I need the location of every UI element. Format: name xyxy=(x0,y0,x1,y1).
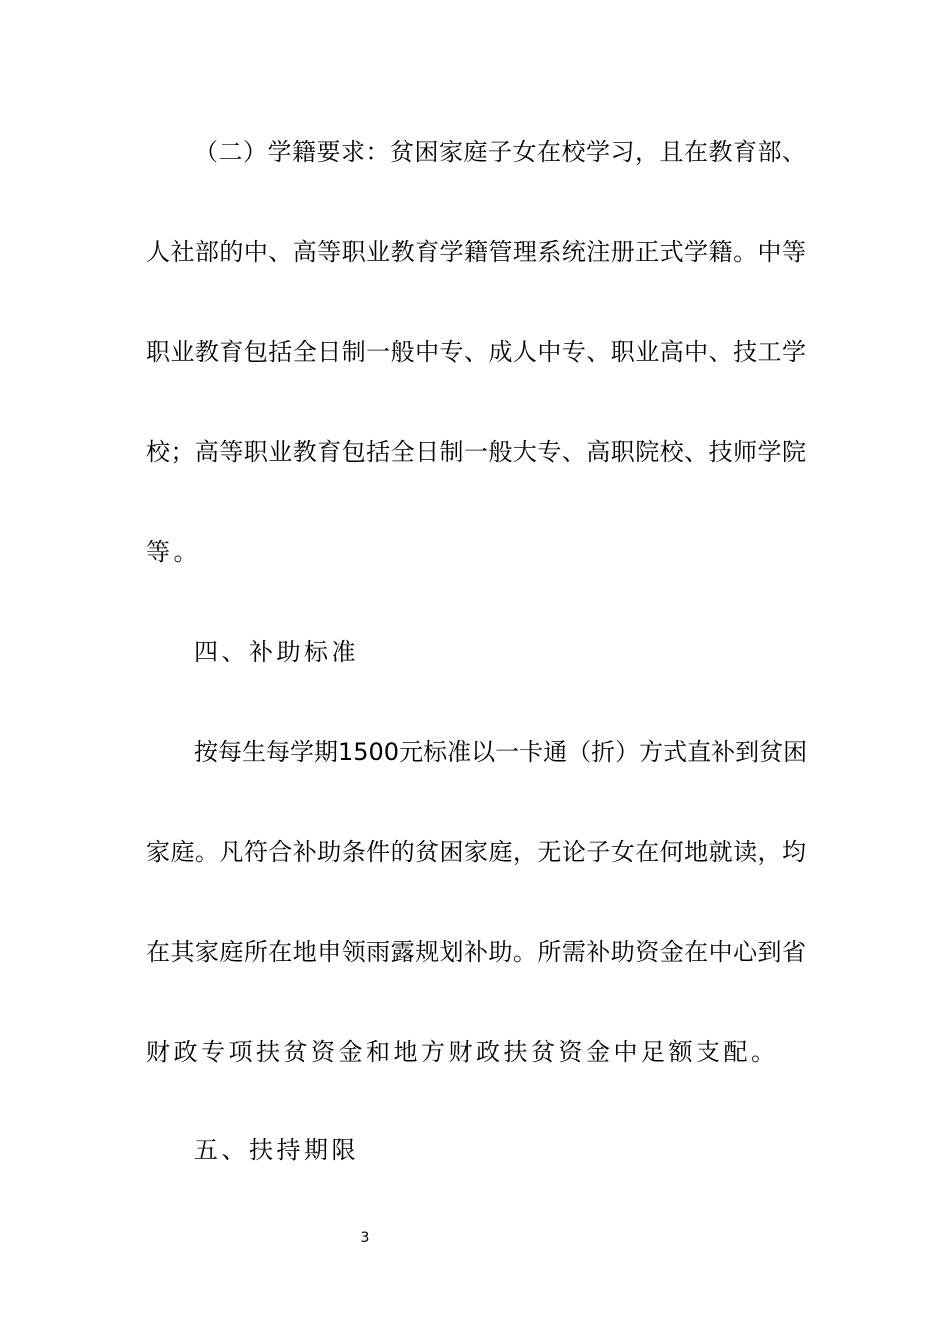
paragraph-line: 等。 xyxy=(146,538,201,566)
section-heading: 五、扶持期限 xyxy=(194,1136,359,1164)
paragraph-line: 校；高等职业教育包括全日制一般大专、高职院校、技师学院 xyxy=(146,438,806,466)
paragraph-line: 财政专项扶贫资金和地方财政扶贫资金中足额支配。 xyxy=(146,1038,779,1066)
paragraph-line: （二）学籍要求：贫困家庭子女在校学习，且在教育部、 xyxy=(194,138,806,166)
paragraph-line: 在其家庭所在地申领雨露规划补助。所需补助资金在中心到省 xyxy=(146,938,806,966)
paragraph-line: 按每生每学期1500元标准以一卡通（折）方式直补到贫困 xyxy=(194,738,808,766)
paragraph-line: 人社部的中、高等职业教育学籍管理系统注册正式学籍。中等 xyxy=(146,238,806,266)
paragraph-line: 家庭。凡符合补助条件的贫困家庭，无论子女在何地就读，均 xyxy=(146,838,806,866)
section-heading: 四、补助标准 xyxy=(194,638,359,666)
paragraph-line: 职业教育包括全日制一般中专、成人中专、职业高中、技工学 xyxy=(146,338,806,366)
page-number: 3 xyxy=(360,1230,370,1246)
